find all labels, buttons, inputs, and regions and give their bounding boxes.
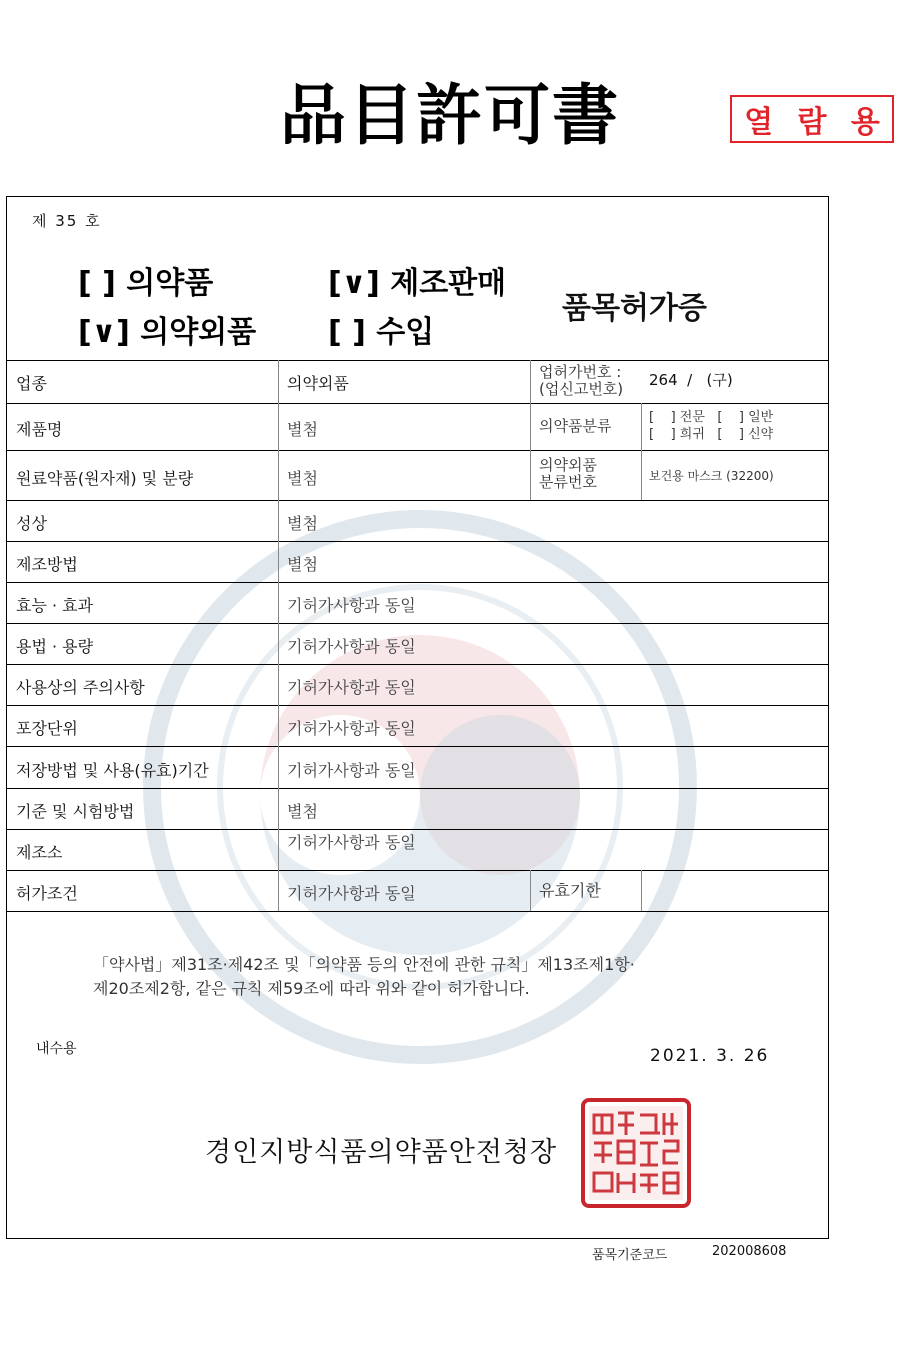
validity-label: 유효기한	[539, 881, 601, 900]
document-frame	[6, 196, 829, 1239]
manufacturing-label: 제조방법	[16, 555, 78, 574]
legal-line-1: 「약사법」제31조·제42조 및「의약품 등의 안전에 관한 규칙」제13조제1항·	[93, 955, 635, 974]
precautions-label: 사용상의 주의사항	[16, 678, 145, 697]
appearance-label: 성상	[16, 514, 47, 533]
product-name-value: 별첨	[287, 420, 318, 439]
document-title: 品目許可書	[280, 77, 620, 154]
industry-value: 의약외품	[287, 374, 349, 393]
view-only-stamp	[730, 95, 894, 143]
category-manufacture-sale: [∨] 제조판매	[328, 266, 507, 301]
view-stamp-char: 용	[850, 105, 880, 140]
license-number-label: 업허가번호 : (업신고번호)	[539, 363, 624, 398]
document-number: 제 35 호	[32, 212, 102, 230]
quasi-class-label: 의약외품 분류번호	[539, 456, 597, 491]
ingredients-value: 별첨	[287, 469, 318, 488]
packaging-value: 기허가사항과 동일	[287, 719, 416, 738]
conditions-value: 기허가사항과 동일	[287, 884, 416, 903]
category-import: [ ] 수입	[328, 315, 435, 350]
storage-label: 저장방법 및 사용(유효)기간	[16, 761, 209, 780]
quasi-class-value: 보건용 마스크 (32200)	[649, 469, 774, 483]
manufacturing-value: 별첨	[287, 555, 318, 574]
industry-label: 업종	[16, 374, 47, 393]
efficacy-label: 효능 · 효과	[16, 596, 94, 615]
product-name-label: 제품명	[16, 420, 63, 439]
item-code-label: 품목기준코드	[592, 1248, 668, 1263]
official-seal	[580, 1097, 692, 1209]
storage-value: 기허가사항과 동일	[287, 761, 416, 780]
packaging-label: 포장단위	[16, 719, 78, 738]
conditions-label: 허가조건	[16, 884, 78, 903]
issue-date: 2021. 3. 26	[650, 1046, 770, 1066]
dosage-value: 기허가사항과 동일	[287, 637, 416, 656]
manufacturer-label: 제조소	[16, 843, 63, 862]
license-number-value: 264 / (구)	[649, 371, 733, 389]
dosage-label: 용법 · 용량	[16, 637, 94, 656]
legal-statement	[93, 953, 773, 1001]
item-code-value: 202008608	[712, 1244, 787, 1259]
precautions-value: 기허가사항과 동일	[287, 678, 416, 697]
view-stamp-char: 람	[797, 105, 827, 140]
appearance-value: 별첨	[287, 514, 318, 533]
legal-line-2: 제20조제2항, 같은 규칙 제59조에 따라 위와 같이 허가합니다.	[93, 979, 530, 998]
ingredients-label: 원료약품(원자재) 및 분량	[16, 469, 194, 488]
category-quasi-drug: [∨] 의약외품	[78, 315, 257, 350]
efficacy-value: 기허가사항과 동일	[287, 596, 416, 615]
view-stamp-char: 열	[744, 105, 774, 140]
certificate-type: 품목허가증	[562, 291, 707, 326]
standards-value: 별첨	[287, 802, 318, 821]
drug-class-label: 의약품분류	[539, 417, 612, 435]
manufacturer-value: 기허가사항과 동일	[287, 833, 416, 852]
domestic-use-label: 내수용	[36, 1041, 77, 1057]
drug-class-options: [ ] 전문 [ ] 일반 [ ] 희귀 [ ] 신약	[649, 410, 774, 442]
issuing-agency: 경인지방식품의약품안전청장	[205, 1137, 558, 1168]
standards-label: 기준 및 시험방법	[16, 802, 135, 821]
category-drug: [ ] 의약품	[78, 266, 214, 301]
